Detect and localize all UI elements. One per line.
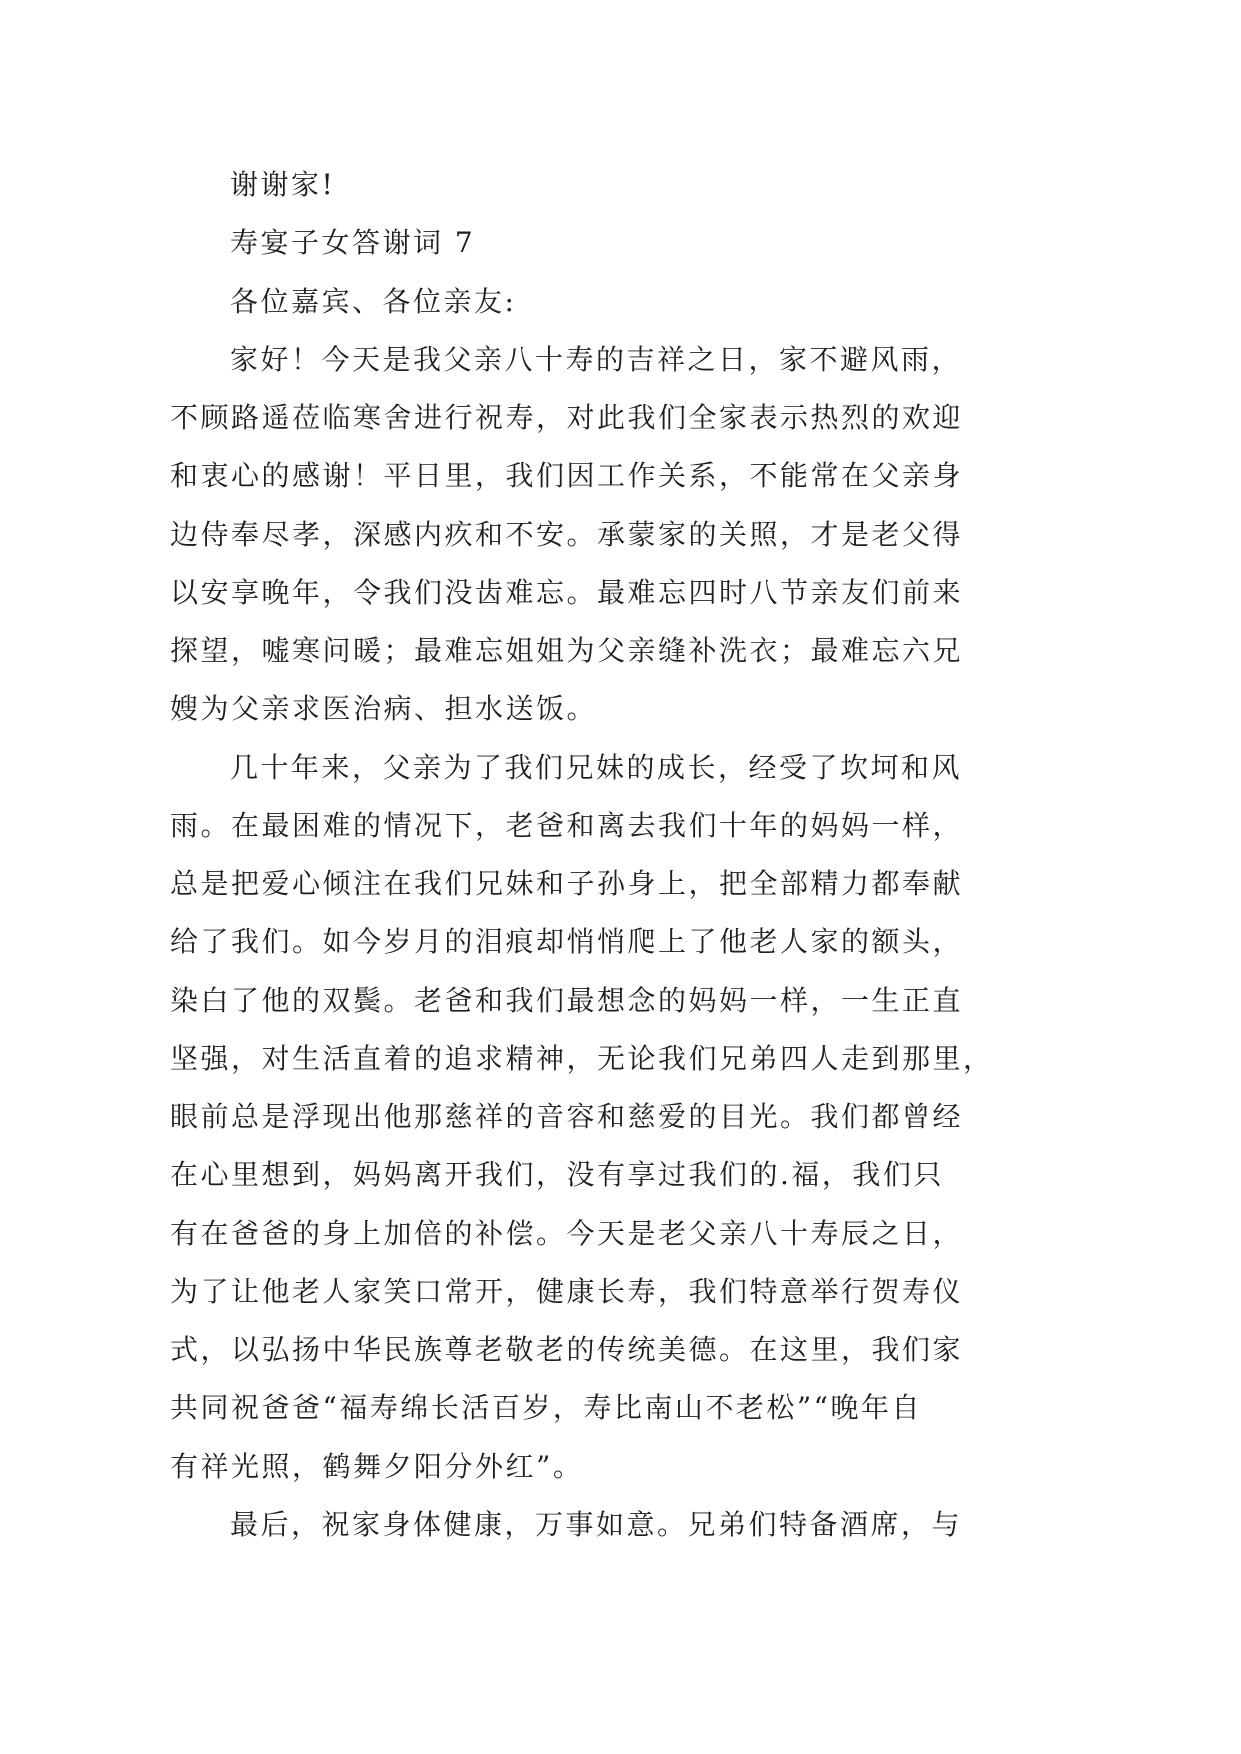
paragraph-welcome	[170, 331, 1050, 739]
text-line: 式，以弘扬中华民族尊老敬老的传统美德。在这里，我们家	[170, 1333, 964, 1366]
text-line: 眼前总是浮现出他那慈祥的音容和慈爱的目光。我们都曾经	[170, 1100, 964, 1133]
text-line: 有在爸爸的身上加倍的补偿。今天是老父亲八十寿辰之日，	[170, 1216, 964, 1250]
text-line: 在心里想到，妈妈离开我们，没有享过我们的.福，我们只	[170, 1158, 944, 1192]
document-body	[170, 156, 1050, 1554]
text-line: 以安享晚年，令我们没齿难忘。最难忘四时八节亲友们前来	[170, 575, 964, 609]
text-line: 染白了他的双鬓。老爸和我们最想念的妈妈一样，一生正直	[170, 983, 964, 1017]
text-line: 各位嘉宾、各位亲友:	[230, 284, 517, 318]
text-line: 嫂为父亲求医治病、担水送饭。	[170, 692, 598, 726]
text-line: 家好！今天是我父亲八十寿的吉祥之日，家不避风雨，	[230, 342, 963, 376]
text-line: 最后，祝家身体健康，万事如意。兄弟们特备酒席，与	[230, 1507, 963, 1541]
text-line: 雨。在最困难的情况下，老爸和离去我们十年的妈妈一样，	[170, 808, 964, 842]
text-line: 探望，嘘寒问暖；最难忘姐姐为父亲缝补洗衣；最难忘六兄	[170, 634, 964, 667]
text-line: 不顾路遥莅临寒舍进行祝寿，对此我们全家表示热烈的欢迎	[170, 401, 964, 434]
text-line: 给了我们。如今岁月的泪痕却悄悄爬上了他老人家的额头，	[170, 925, 964, 959]
salutation	[170, 273, 1050, 331]
text-line: 为了让他老人家笑口常开，健康长寿，我们特意举行贺寿仪	[170, 1274, 964, 1308]
text-line: 和衷心的感谢！平日里，我们因工作关系，不能常在父亲身	[170, 459, 964, 493]
text-line: 坚强，对生活直着的追求精神，无论我们兄弟四人走到那里，	[170, 1041, 994, 1075]
text-line: 共同祝爸爸“福寿绵长活百岁，寿比南山不老松”“晚年自	[170, 1391, 922, 1425]
text-line: 总是把爱心倾注在我们兄妹和子孙身上，把全部精力都奉献	[170, 867, 964, 900]
paragraph-tribute	[170, 739, 1050, 1496]
text-line: 边侍奉尽孝，深感内疚和不安。承蒙家的关照，才是老父得	[170, 517, 964, 551]
section-title	[170, 214, 1050, 272]
text-line: 谢谢家!	[230, 168, 336, 201]
text-line: 有祥光照，鹤舞夕阳分外红”。	[170, 1449, 584, 1483]
paragraph-closing	[170, 1496, 1050, 1554]
text-line: 寿宴子女答谢词 7	[230, 226, 476, 260]
text-line: 几十年来，父亲为了我们兄妹的成长，经受了坎坷和风	[230, 750, 963, 784]
closing-thanks	[170, 156, 1050, 214]
